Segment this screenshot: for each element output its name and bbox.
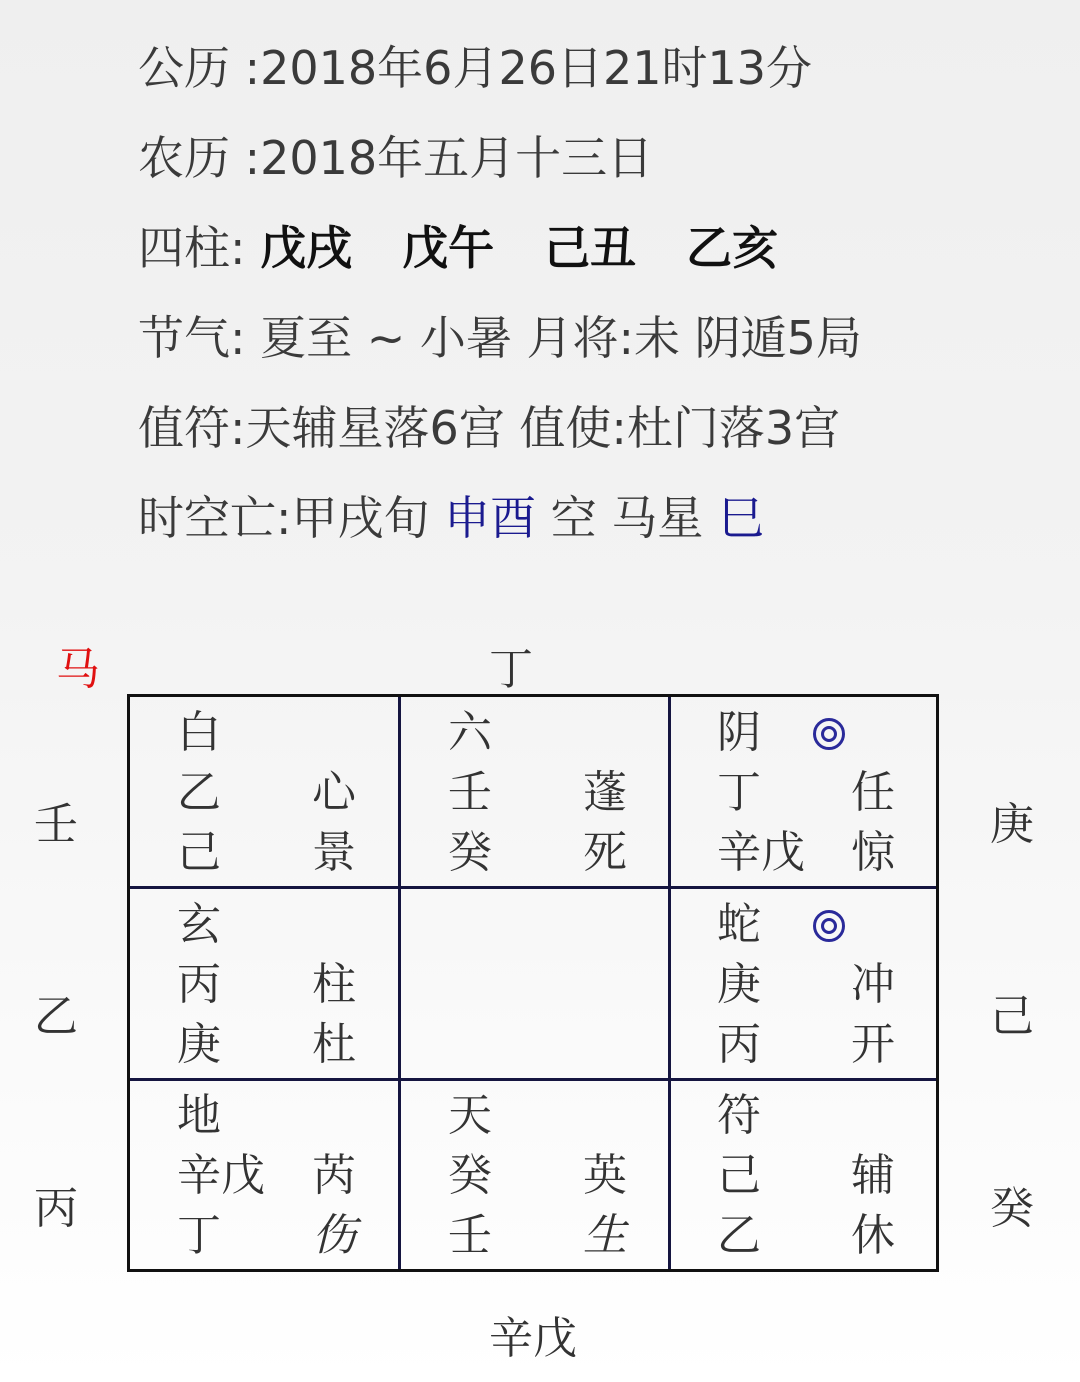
double-circle-icon <box>813 910 845 942</box>
solar-term: 节气: 夏至 ~ 小暑 月将:未 阴遁5局 <box>138 311 862 365</box>
outer-right-stem-2: 己 <box>990 991 1034 1042</box>
palace-star: 辅 <box>851 1150 895 1201</box>
duty-star-door: 值符:天辅星落6宫 值使:杜门落3宫 <box>138 401 841 455</box>
palace-7 <box>130 1081 398 1269</box>
outer-bottom-stem: 辛戊 <box>489 1313 577 1364</box>
palace-star: 冲 <box>851 959 895 1010</box>
chart-info <box>138 30 862 570</box>
outer-left-stem-1: 壬 <box>34 799 78 850</box>
palace-star: 蓬 <box>583 767 627 818</box>
double-circle-icon <box>813 718 845 750</box>
outer-left-stem-2: 乙 <box>34 991 78 1042</box>
palace-earth-stem: 癸 <box>448 827 492 878</box>
palace-star: 芮 <box>312 1150 356 1201</box>
four-pillars-label: 四柱: <box>138 221 246 275</box>
palace-earth-stem: 辛戊 <box>717 827 805 878</box>
palace-heaven-stem: 辛戊 <box>177 1150 265 1201</box>
outer-left-stem-3: 丙 <box>34 1183 78 1234</box>
palace-god: 白 <box>177 707 221 758</box>
palace-heaven-stem: 乙 <box>177 767 221 818</box>
horse-star-branch: 巳 <box>718 491 764 545</box>
palace-8 <box>401 1081 668 1269</box>
palace-door: 休 <box>851 1210 895 1261</box>
palace-god: 地 <box>177 1090 221 1141</box>
palace-earth-stem: 丁 <box>177 1210 221 1261</box>
palace-1 <box>130 697 398 886</box>
palace-earth-stem: 乙 <box>717 1210 761 1261</box>
palace-center <box>401 889 668 1078</box>
outer-top-stem: 丁 <box>489 644 533 695</box>
palace-star: 心 <box>312 767 356 818</box>
palace-earth-stem: 己 <box>177 827 221 878</box>
four-pillars <box>138 210 862 300</box>
palace-god: 玄 <box>177 899 221 950</box>
pillar-day: 己丑 <box>544 221 637 275</box>
void-and-horse <box>138 480 862 570</box>
void-branches: 申酉 <box>444 491 537 545</box>
palace-9 <box>671 1081 936 1269</box>
palace-star: 英 <box>583 1150 627 1201</box>
palace-god: 蛇 <box>717 899 761 950</box>
palace-3 <box>671 697 936 886</box>
palace-door: 生 <box>583 1210 627 1261</box>
palace-star: 柱 <box>312 959 356 1010</box>
outer-right-stem-3: 癸 <box>990 1183 1034 1234</box>
palace-door: 杜 <box>312 1019 356 1070</box>
palace-god: 符 <box>717 1090 761 1141</box>
pillar-month: 戊午 <box>402 221 495 275</box>
palace-heaven-stem: 己 <box>717 1150 761 1201</box>
outer-right-stem-1: 庚 <box>990 799 1034 850</box>
palace-god: 天 <box>448 1090 492 1141</box>
palace-earth-stem: 庚 <box>177 1019 221 1070</box>
palace-heaven-stem: 丁 <box>717 767 761 818</box>
palace-2 <box>401 697 668 886</box>
pillar-hour: 乙亥 <box>686 221 779 275</box>
void-prefix: 时空亡:甲戌旬 <box>138 491 445 545</box>
palace-door: 开 <box>851 1019 895 1070</box>
nine-palace-grid <box>127 694 939 1272</box>
palace-heaven-stem: 丙 <box>177 959 221 1010</box>
solar-date: 公历 :2018年6月26日21时13分 <box>138 41 813 95</box>
palace-earth-stem: 壬 <box>448 1210 492 1261</box>
palace-god: 六 <box>448 707 492 758</box>
void-mid: 空 马星 <box>536 491 718 545</box>
palace-earth-stem: 丙 <box>717 1019 761 1070</box>
lunar-date: 农历 :2018年五月十三日 <box>138 131 654 185</box>
palace-door: 伤 <box>312 1210 356 1261</box>
palace-door: 死 <box>583 827 627 878</box>
palace-god: 阴 <box>717 707 761 758</box>
pillar-year: 戊戌 <box>260 221 353 275</box>
palace-heaven-stem: 庚 <box>717 959 761 1010</box>
palace-door: 景 <box>312 827 356 878</box>
palace-door: 惊 <box>851 827 895 878</box>
palace-heaven-stem: 壬 <box>448 767 492 818</box>
palace-6 <box>671 889 936 1078</box>
palace-4 <box>130 889 398 1078</box>
horse-marker: 马 <box>56 644 100 695</box>
palace-heaven-stem: 癸 <box>448 1150 492 1201</box>
palace-star: 任 <box>851 767 895 818</box>
